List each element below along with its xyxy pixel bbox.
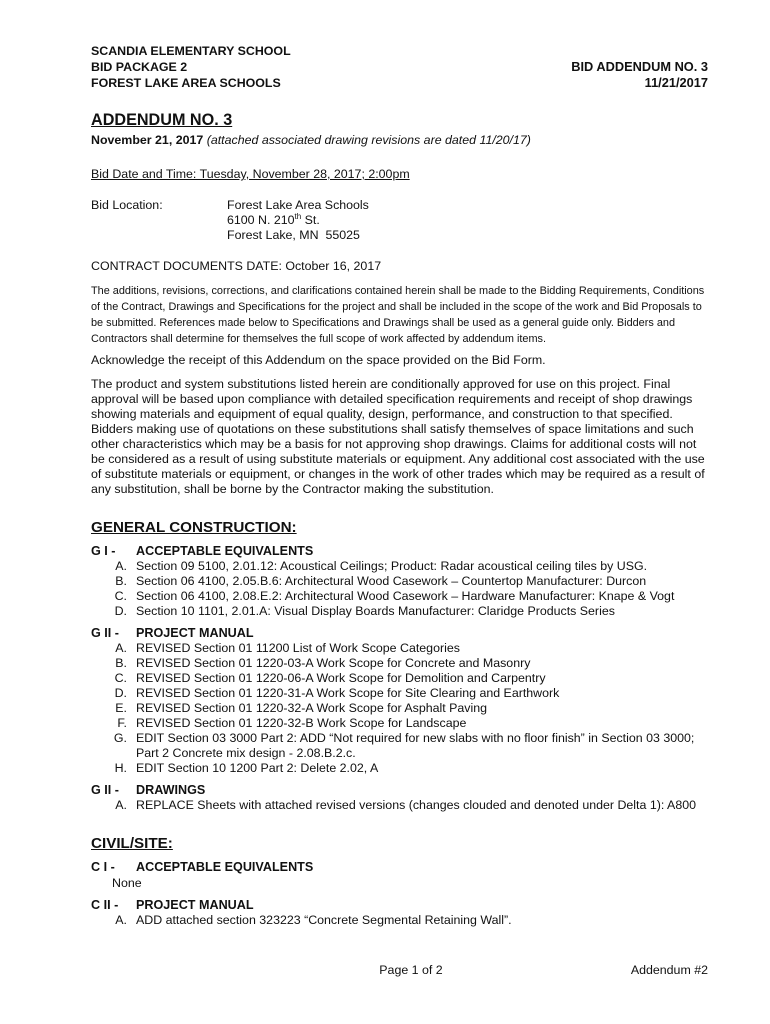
street-prefix: 6100 N. 210 [227,213,295,227]
school-name: SCANDIA ELEMENTARY SCHOOL [91,44,291,58]
group-heading [91,543,708,559]
address-line-2 [227,213,369,228]
project-info [91,43,291,91]
item-text: Section 06 4100, 2.05.B.6: Architectural Wood Casework – Countertop Manufacturer: Durcon [136,574,647,588]
item-letter: B. [115,574,127,588]
item-group [91,543,708,619]
document-header [91,43,708,91]
group-title: PROJECT MANUAL [136,898,254,912]
list-item [91,604,708,619]
list-item [91,574,708,589]
item-text: EDIT Section 03 3000 Part 2: ADD “Not required for new slabs with no floor finish” in Section 03 3000; Part 2 Concrete mix design - 2.08.B.2.c. [136,731,695,760]
item-letter: F. [117,716,127,730]
list-item [91,671,708,686]
item-text: REVISED Section 01 1220-31-A Work Scope for Site Clearing and Earthwork [136,686,560,700]
acknowledge-text: Acknowledge the receipt of this Addendum on the space provided on the Bid Form. [91,353,546,367]
group-heading [91,782,708,798]
group-title: PROJECT MANUAL [136,626,254,640]
item-letter: G. [113,731,127,745]
street-suffix: St. [301,213,320,227]
list-item [91,716,708,731]
bid-location [91,198,708,243]
contract-documents-date: CONTRACT DOCUMENTS DATE: October 16, 2017 [91,259,382,273]
address-line-3: Forest Lake, MN 55025 [227,228,360,242]
addendum-number: BID ADDENDUM NO. 3 [571,59,708,74]
item-letter: D. [114,686,127,700]
addendum-date: 11/21/2017 [644,75,708,90]
item-text: REVISED Section 01 1220-32-B Work Scope for Landscape [136,716,467,730]
civil-site-groups [91,859,708,928]
item-text: Section 09 5100, 2.01.12: Acoustical Ceilings; Product: Radar acoustical ceiling tiles by USG. [136,559,648,573]
item-letter: A. [115,641,127,655]
group-code: G II - [91,783,119,797]
group-code: G II - [91,626,119,640]
group-code: C I - [91,860,115,874]
item-letter: B. [115,656,127,670]
bid-location-address [227,198,369,243]
item-group [91,897,708,928]
list-item [91,701,708,716]
addendum-page [91,43,708,928]
page-footer [91,962,708,978]
address-line-1: Forest Lake Area Schools [227,198,369,212]
group-title: ACCEPTABLE EQUIVALENTS [136,860,314,874]
item-letter: A. [115,913,127,927]
item-text: REVISED Section 01 1220-03-A Work Scope for Concrete and Masonry [136,656,531,670]
group-code: G I - [91,544,116,558]
group-title: DRAWINGS [136,783,206,797]
item-letter: H. [114,761,127,775]
item-list [91,641,708,776]
list-item [91,686,708,701]
list-item [91,913,708,928]
item-letter: A. [115,559,127,573]
item-group [91,782,708,813]
district-name: FOREST LAKE AREA SCHOOLS [91,76,281,90]
revision-note: (attached associated drawing revisions are dated 11/20/17) [203,133,531,147]
conditions-paragraph: The additions, revisions, corrections, and clarifications contained herein shall be made to the Bidding Requirements, Conditions of the Contract, Drawings and Specifications for the project and shall be included in the scope of the work and Bid Proposals to be submitted. References made below to Specifications and Drawings shall be used as a general guide only. Bidders and Contractors shall determine for themselves the full scope of work affected by addendum items. [91,285,705,345]
list-item [91,589,708,604]
item-text: EDIT Section 10 1200 Part 2: Delete 2.02, A [136,761,379,775]
civil-site-heading: CIVIL/SITE: [91,835,173,852]
item-list [91,559,708,619]
group-title: ACCEPTABLE EQUIVALENTS [136,544,314,558]
page-title: ADDENDUM NO. 3 [91,111,233,129]
page-number: Page 1 of 2 [379,963,443,977]
group-code: C II - [91,898,119,912]
item-text: REVISED Section 01 1220-32-A Work Scope for Asphalt Paving [136,701,488,715]
list-item [91,761,708,776]
addendum-label: Addendum #2 [630,963,708,977]
list-item [91,656,708,671]
item-text: REVISED Section 01 1220-06-A Work Scope for Demolition and Carpentry [136,671,546,685]
item-text: ADD attached section 323223 “Concrete Segmental Retaining Wall”. [136,913,512,927]
addendum-info [571,59,708,91]
item-text: REVISED Section 01 11200 List of Work Scope Categories [136,641,460,655]
date-line [91,133,708,148]
group-heading [91,897,708,913]
group-heading [91,859,708,875]
item-list [91,798,708,813]
general-construction-groups [91,543,708,813]
bid-location-label: Bid Location: [91,198,163,212]
item-letter: D. [114,604,127,618]
item-text: Section 10 1101, 2.01.A: Visual Display Boards Manufacturer: Claridge Products Series [136,604,615,618]
item-group [91,859,708,891]
issue-date: November 21, 2017 [91,133,204,147]
item-group [91,625,708,776]
list-item [91,731,708,761]
item-list [91,913,708,928]
group-heading [91,625,708,641]
substitutions-paragraph: The product and system substitutions listed herein are conditionally approved for use on this project. Final approval will be based upon compliance with detailed specification requirements and receipt of shop drawings showing materials and equipment of equal quality, design, performance, and construction to that specified. Bidders making use of quotations on these substitutions shall satisfy themselves of space limitations and such other characteristics which may be a basis for not approving shop drawings. Claims for additional costs will not be considered as a result of using substitute materials or equipment. Any additional cost associated with the use of substitute materials or equipment, or changes in the work of other trades which may be required as a result of any substitution, shall be borne by the Contractor making the substitution. [91,377,705,496]
bid-date-time: Bid Date and Time: Tuesday, November 28, 2017; 2:00pm [91,167,410,181]
item-letter: C. [114,589,127,603]
general-construction-heading: GENERAL CONSTRUCTION: [91,519,297,536]
list-item [91,798,708,813]
item-text: Section 06 4100, 2.08.E.2: Architectural Wood Casework – Hardware Manufacturer: Knape & Vogt [136,589,675,603]
street-superscript: th [294,212,302,221]
item-text: REPLACE Sheets with attached revised versions (changes clouded and denoted under Delta 1): A800 [136,798,696,812]
list-item [91,559,708,574]
item-letter: A. [115,798,127,812]
none-text: None [112,876,142,890]
item-letter: C. [114,671,127,685]
bid-package: BID PACKAGE 2 [91,60,188,74]
list-item [91,641,708,656]
item-letter: E. [115,701,127,715]
